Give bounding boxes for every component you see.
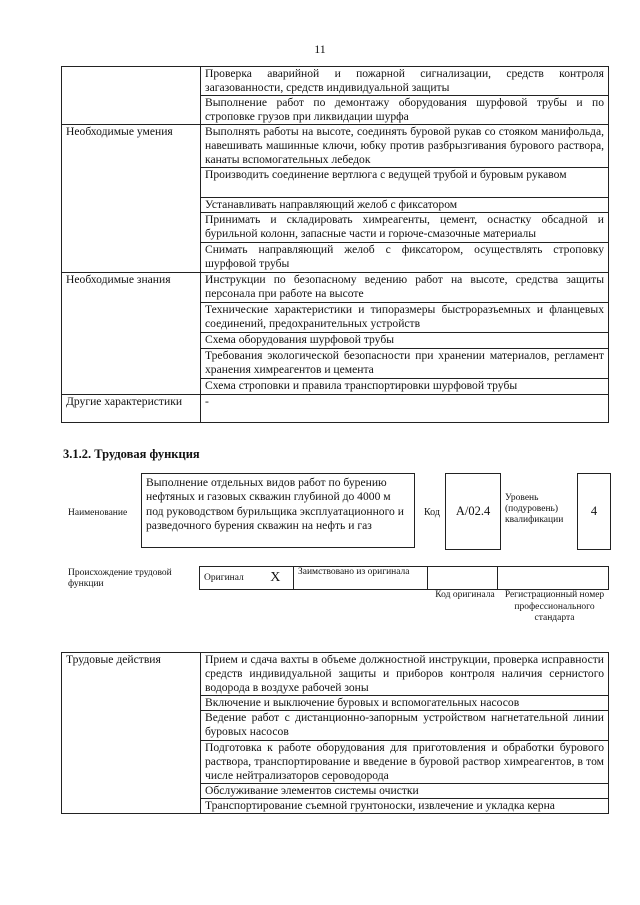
function-code-box: А/02.4 <box>445 473 501 550</box>
table-cell: Подготовка к работе оборудования для приготовления и обработки бурового раствора, транспортирование и введение в буровой раствор химреагентов, в том числе нейтрализаторов сероводорода <box>201 741 609 784</box>
table-cell: Схема оборудования шурфовой трубы <box>201 333 609 349</box>
row-label-knowledge: Необходимые знания <box>62 273 201 395</box>
table-cell: Выполнение работ по демонтажу оборудования шурфовой трубы и по строповке грузов при ликвидации шурфа <box>201 96 609 125</box>
table-row <box>200 567 609 590</box>
table-cell: Технические характеристики и типоразмеры быстроразъемных и фланцевых соединений, предохранительных устройств <box>201 303 609 333</box>
table-cell: Транспортирование съемной грунтоноски, извлечение и укладка керна <box>201 799 609 814</box>
table-cell: - <box>201 395 609 423</box>
table-cell: Прием и сдача вахты в объеме должностной инструкции, проверка исправности средств индивидуальной защиты и приборов контроля наличия сернистого водорода в воздухе рабочей зоны <box>201 653 609 696</box>
row-label-other: Другие характеристики <box>62 395 201 423</box>
table-cell: Выполнять работы на высоте, соединять буровой рукав со стояком манифольда, навешивать машинные ключи, юбку против разбрызгивания бурового раствора, канаты вспомогательных лебедок <box>201 125 609 168</box>
origin-table <box>199 566 609 590</box>
page-number: 11 <box>314 42 326 56</box>
section-title: 3.1.2. Трудовая функция <box>63 447 200 461</box>
level-box: 4 <box>577 473 611 550</box>
table-cell: Проверка аварийной и пожарной сигнализации, средств контроля загазованности, средств индивидуальной защиты <box>201 67 609 96</box>
table-cell: Устанавливать направляющий желоб с фиксатором <box>201 198 609 213</box>
caption-reg-number: Регистрационный номер профессионального стандарта <box>504 590 605 623</box>
borrowed-cell: Заимствовано из оригинала <box>294 567 428 590</box>
name-label: Наименование <box>68 508 128 518</box>
row-label-actions: Трудовые действия <box>62 653 201 814</box>
code-original-cell <box>428 567 498 590</box>
table-cell: Обслуживание элементов системы очистки <box>201 784 609 799</box>
row-label-skills: Необходимые умения <box>62 125 201 273</box>
table-cell: Снимать направляющий желоб с фиксатором, осуществлять строповку шурфовой трубы <box>201 243 609 273</box>
function-name-box: Выполнение отдельных видов работ по бурению нефтяных и газовых скважин глубиной до 4000 м под руководством бурильщика эксплуатационного и разведочного бурения скважин на нефть и газ <box>141 473 415 548</box>
labor-actions-table <box>61 652 609 814</box>
origin-label: Происхождение трудовой функции <box>68 568 172 589</box>
skills-knowledge-table <box>61 66 609 423</box>
table-cell: Ведение работ с дистанционно-запорным устройством нагнетательной линии буровых насосов <box>201 711 609 741</box>
code-label: Код <box>424 507 440 518</box>
table-cell: Схема строповки и правила транспортировки шурфовой трубы <box>201 379 609 395</box>
table-cell: Включение и выключение буровых и вспомогательных насосов <box>201 696 609 711</box>
table-row <box>62 125 609 168</box>
table-cell: Принимать и складировать химреагенты, цемент, оснастку обсадной и бурильной колонн, запасные части и горюче-смазочные материалы <box>201 213 609 243</box>
table-row <box>62 653 609 696</box>
table-row <box>62 67 609 96</box>
row-label <box>62 67 201 125</box>
reg-number-cell <box>498 567 609 590</box>
caption-code-original: Код оригинала <box>435 590 495 600</box>
level-label: Уровень (подуровень) квалификации <box>505 493 564 525</box>
original-mark: X <box>258 567 294 590</box>
table-row <box>62 395 609 423</box>
table-cell: Производить соединение вертлюга с ведущей трубой и буровым рукавом <box>201 168 609 198</box>
table-cell: Инструкции по безопасному ведению работ на высоте, средства защиты персонала при работе на высоте <box>201 273 609 303</box>
table-cell: Требования экологической безопасности при хранении материалов, регламент хранения химреагентов и цемента <box>201 349 609 379</box>
original-cell: Оригинал <box>200 567 258 590</box>
table-row <box>62 273 609 303</box>
